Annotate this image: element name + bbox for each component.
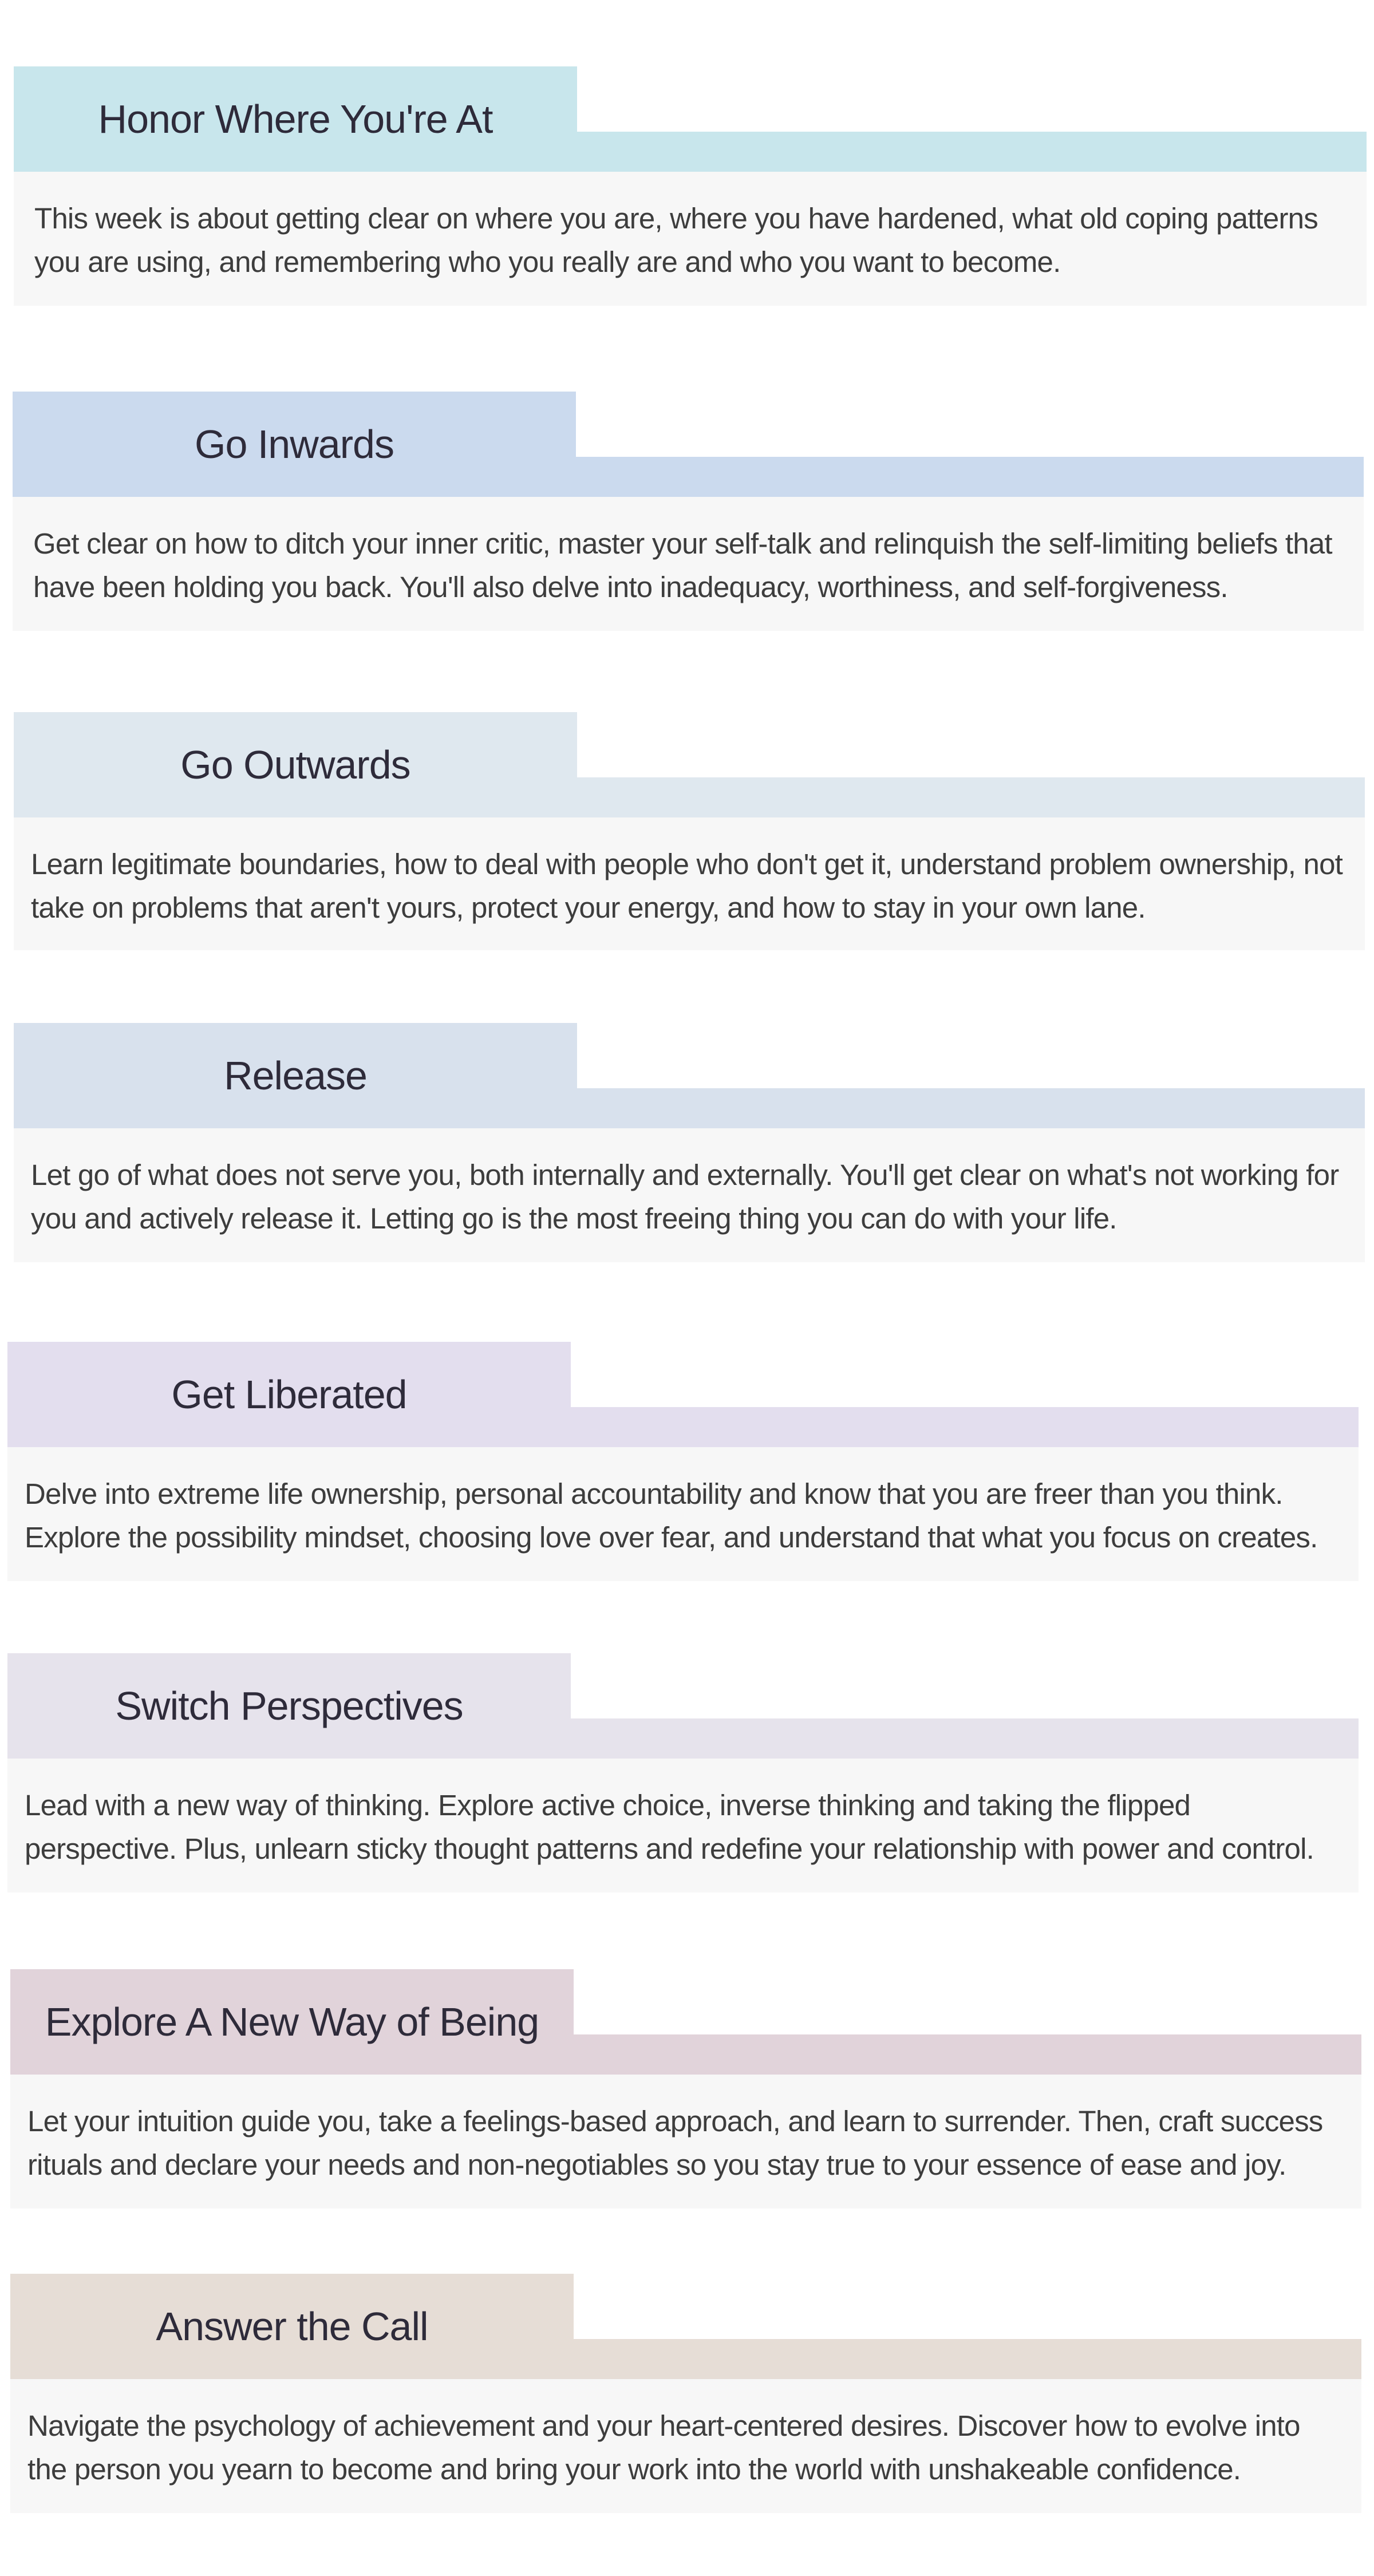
module-title: Explore A New Way of Being (45, 2000, 539, 2044)
module-description: Learn legitimate boundaries, how to deal with people who don't get it, understand problem ownership, not take on problems that aren't yours, protect your energy, and how to stay in your own lane. (31, 848, 1343, 924)
module-switch-perspectives (7, 1653, 1359, 1893)
module-title-tab (13, 392, 576, 497)
module-description: Let go of what does not serve you, both internally and externally. You'll get clear on what's not working for you and actively release it. Letting go is the most freeing thing you can do with your life. (31, 1159, 1339, 1235)
module-title-tab (10, 1969, 574, 2075)
module-description-box (14, 817, 1365, 950)
module-header-strip (571, 1718, 1359, 1759)
module-header-strip (577, 132, 1367, 172)
module-description: Navigate the psychology of achievement and your heart-centered desires. Discover how to evolve into the person you yearn to become and bring your work into the world with unshakeable confidence. (27, 2409, 1300, 2486)
module-description-box (7, 1447, 1359, 1581)
module-header-strip (571, 1407, 1359, 1447)
module-title: Get Liberated (171, 1372, 407, 1417)
module-description: Lead with a new way of thinking. Explore active choice, inverse thinking and taking the flipped perspective. Plus, unlearn sticky thought patterns and redefine your relationship with power and control. (25, 1789, 1314, 1865)
module-title: Answer the Call (156, 2304, 428, 2349)
module-description: This week is about getting clear on where you are, where you have hardened, what old coping patterns you are using, and remembering who you really are and who you want to become. (34, 202, 1318, 278)
module-explore-a-new-way-of-being (10, 1969, 1361, 2208)
module-description-box (13, 497, 1364, 631)
module-title-tab (10, 2274, 574, 2379)
module-description: Get clear on how to ditch your inner critic, master your self-talk and relinquish the self-limiting beliefs that have been holding you back. You'll also delve into inadequacy, worthiness, and self-forgiveness. (33, 527, 1332, 603)
module-release (14, 1023, 1365, 1262)
module-title: Honor Where You're At (98, 97, 493, 141)
module-title-tab (7, 1653, 571, 1759)
module-description: Delve into extreme life ownership, personal accountability and know that you are freer than you think. Explore the possibility mindset, choosing love over fear, and understand that what you focus on creates. (25, 1477, 1318, 1554)
module-title: Release (224, 1053, 367, 1098)
module-title-tab (14, 66, 577, 172)
module-header-strip (574, 2034, 1361, 2075)
module-header-strip (576, 457, 1364, 497)
module-get-liberated (7, 1342, 1359, 1581)
module-title: Go Inwards (195, 422, 394, 467)
module-header-strip (577, 777, 1365, 817)
module-header-strip (577, 1088, 1365, 1128)
module-description: Let your intuition guide you, take a feelings-based approach, and learn to surrender. Then, craft success rituals and declare your needs and non-negotiables so you stay true to your essence of ease and joy. (27, 2105, 1323, 2181)
module-header-strip (574, 2339, 1361, 2379)
module-honor-where-youre-at (14, 66, 1367, 306)
module-description-box (10, 2075, 1361, 2208)
module-go-inwards (13, 392, 1364, 631)
module-go-outwards (14, 712, 1365, 950)
module-title-tab (14, 712, 577, 817)
module-description-box (14, 172, 1367, 306)
module-title-tab (14, 1023, 577, 1128)
module-title: Go Outwards (180, 742, 410, 787)
module-title: Switch Perspectives (115, 1684, 463, 1728)
module-description-box (14, 1128, 1365, 1262)
module-title-tab (7, 1342, 571, 1447)
module-description-box (10, 2379, 1361, 2513)
module-answer-the-call (10, 2274, 1361, 2513)
module-description-box (7, 1759, 1359, 1893)
